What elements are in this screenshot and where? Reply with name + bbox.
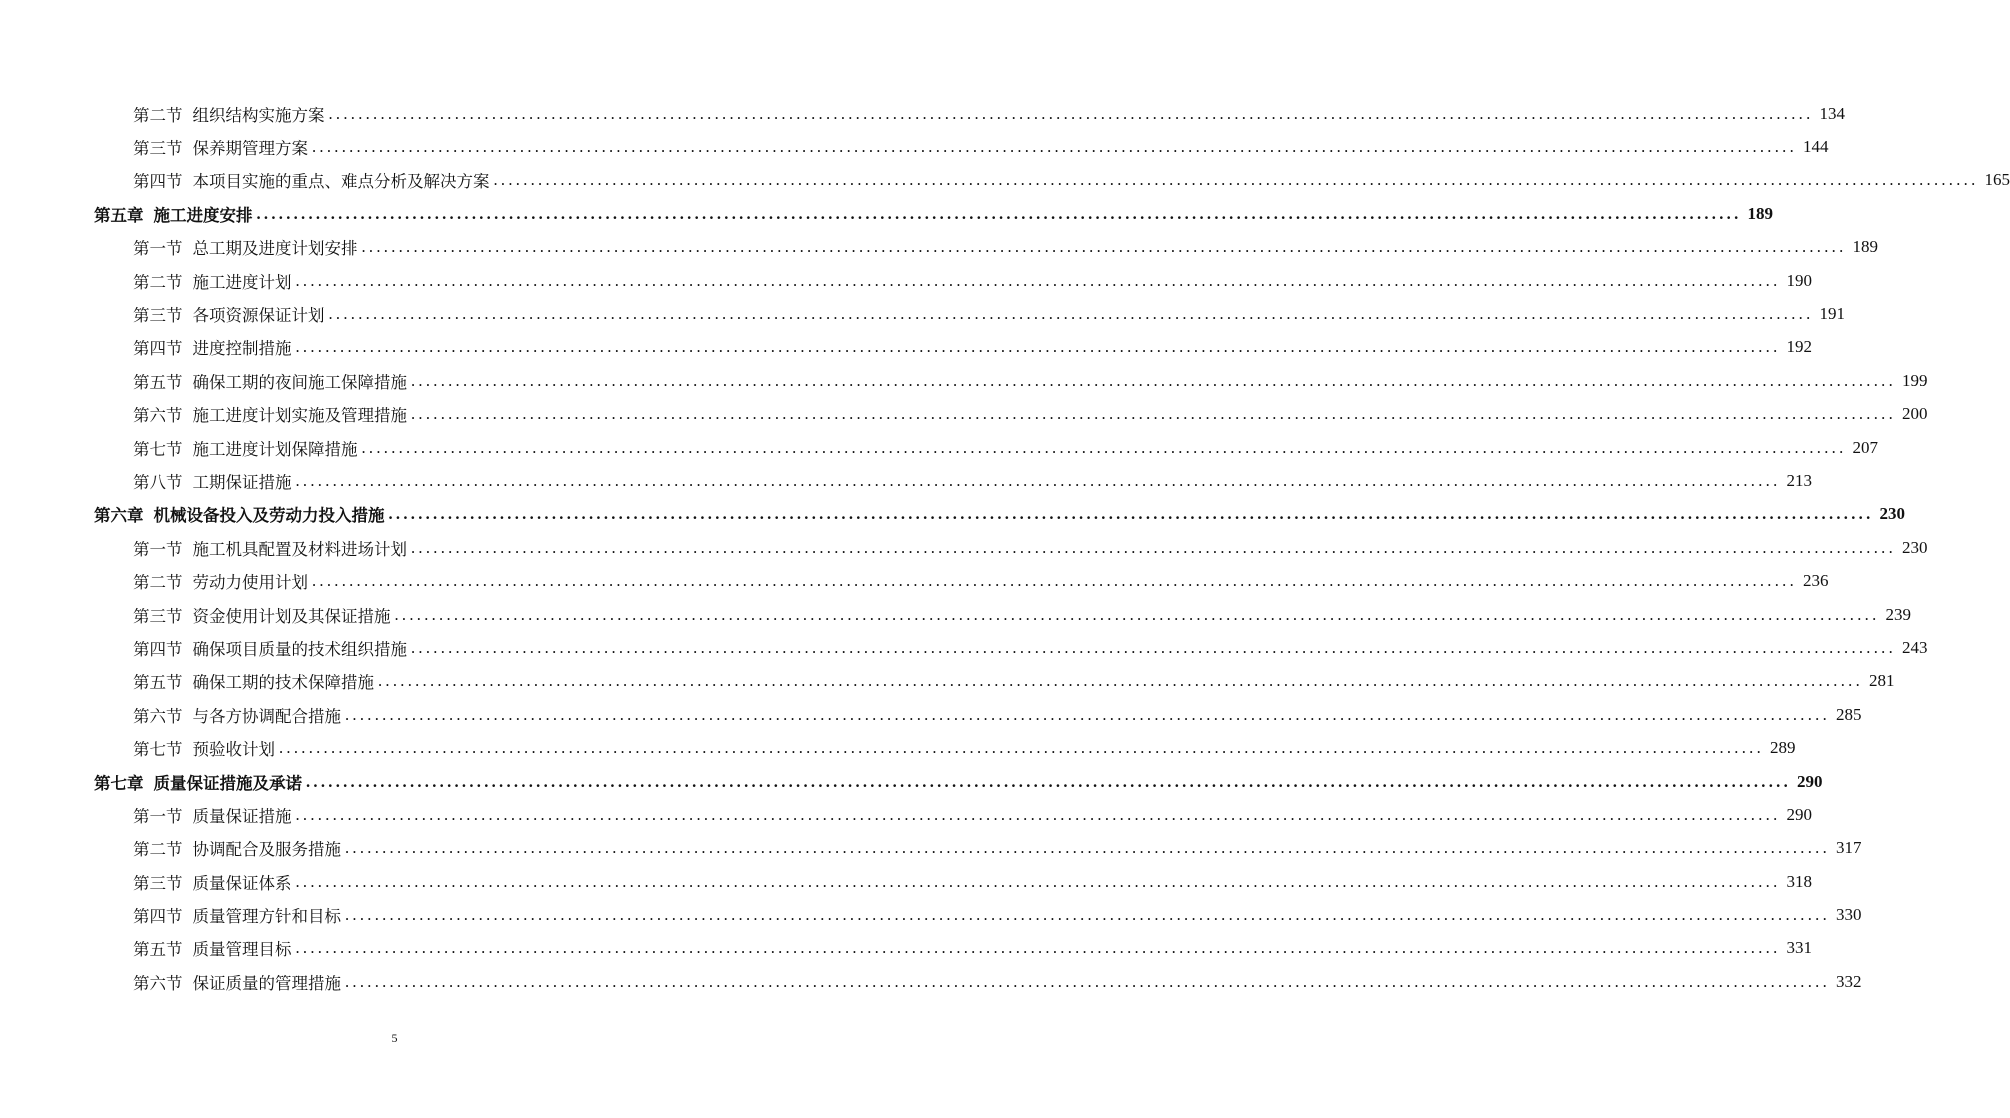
toc-leader-dots: ........................................................................................................................................................................................................ — [295, 938, 1781, 958]
toc-entry-page: 281 — [1869, 671, 1895, 691]
toc-entry-number: 第三节 — [133, 306, 183, 326]
toc-section-entry — [0, 798, 1812, 831]
toc-leader-dots: ........................................................................................................................................................................................................ — [345, 971, 1830, 991]
toc-entry-page: 207 — [1852, 437, 1878, 457]
toc-entry-title: 工期保证措施 — [192, 472, 292, 492]
toc-leader-dots: ........................................................................................................................................................................................................ — [411, 370, 1896, 390]
toc-entry-page: 239 — [1885, 604, 1911, 624]
toc-section-entry — [0, 331, 1812, 364]
toc-entry-number: 第五章 — [94, 205, 144, 225]
toc-leader-dots: ........................................................................................................................................................................................................ — [345, 905, 1830, 925]
toc-leader-dots: ........................................................................................................................................................................................................ — [411, 537, 1896, 557]
toc-entry-page: 331 — [1786, 938, 1812, 958]
toc-entry-title: 保养期管理方案 — [192, 139, 308, 159]
toc-entry-page: 289 — [1770, 738, 1796, 758]
toc-entry-page: 236 — [1803, 571, 1829, 591]
toc-section-entry — [0, 130, 1829, 163]
toc-leader-dots: ........................................................................................................................................................................................................ — [295, 270, 1781, 290]
toc-entry-title: 确保工期的技术保障措施 — [192, 673, 374, 693]
toc-entry-number: 第二节 — [133, 105, 183, 125]
toc-section-entry — [0, 231, 1878, 264]
toc-entry-number: 第四节 — [133, 172, 183, 192]
toc-entry-number: 第一节 — [133, 539, 183, 559]
toc-entry-title: 各项资源保证计划 — [192, 306, 325, 326]
toc-chapter-entry — [0, 498, 1905, 531]
toc-entry-page: 230 — [1879, 504, 1905, 524]
toc-section-entry — [0, 665, 1895, 698]
toc-entry-page: 317 — [1836, 838, 1862, 858]
toc-entry-number: 第三节 — [133, 139, 183, 159]
toc-entry-number: 第二节 — [133, 272, 183, 292]
toc-section-entry — [0, 431, 1878, 464]
toc-entry-title: 本项目实施的重点、难点分析及解决方案 — [192, 172, 490, 192]
toc-leader-dots: ........................................................................................................................................................................................................ — [295, 871, 1781, 891]
toc-entry-title: 劳动力使用计划 — [192, 573, 308, 593]
toc-leader-dots: ........................................................................................................................................................................................................ — [279, 738, 1764, 758]
toc-entry-number: 第四节 — [133, 907, 183, 927]
toc-entry-page: 330 — [1836, 905, 1862, 925]
toc-leader-dots: ........................................................................................................................................................................................................ — [361, 237, 1847, 257]
toc-entry-page: 192 — [1786, 337, 1812, 357]
page-number: 5 — [391, 1031, 398, 1045]
toc-section-entry — [0, 731, 1796, 764]
toc-chapter-entry — [0, 197, 1773, 230]
toc-leader-dots: ........................................................................................................................................................................................................ — [411, 637, 1896, 657]
toc-leader-dots: ........................................................................................................................................................................................................ — [312, 571, 1797, 591]
toc-entry-number: 第五节 — [133, 673, 183, 693]
toc-entry-number: 第四节 — [133, 639, 183, 659]
toc-entry-title: 质量保证措施 — [192, 806, 292, 826]
toc-entry-number: 第二节 — [133, 840, 183, 860]
toc-entry-page: 190 — [1786, 270, 1812, 290]
toc-section-entry — [0, 398, 1928, 431]
toc-entry-number: 第六章 — [94, 506, 144, 526]
toc-section-entry — [0, 464, 1812, 497]
toc-entry-number: 第一节 — [133, 806, 183, 826]
toc-entry-number: 第一节 — [133, 239, 183, 259]
toc-entry-number: 第七节 — [133, 439, 183, 459]
toc-entry-number: 第八节 — [133, 472, 183, 492]
toc-entry-page: 290 — [1797, 771, 1823, 791]
toc-entry-title: 协调配合及服务措施 — [192, 840, 341, 860]
toc-section-entry — [0, 264, 1812, 297]
toc-leader-dots: ........................................................................................................................................................................................................ — [295, 470, 1781, 490]
toc-leader-dots: ........................................................................................................................................................................................................ — [378, 671, 1863, 691]
toc-entry-page: 134 — [1819, 103, 1845, 123]
toc-entry-title: 施工进度安排 — [153, 205, 253, 225]
toc-leader-dots: ........................................................................................................................................................................................................ — [295, 804, 1781, 824]
toc-entry-page: 189 — [1852, 237, 1878, 257]
toc-leader-dots: ........................................................................................................................................................................................................ — [295, 337, 1781, 357]
toc-entry-number: 第七章 — [94, 773, 144, 793]
toc-entry-title: 质量保证措施及承诺 — [153, 773, 302, 793]
toc-entry-page: 285 — [1836, 704, 1862, 724]
toc-section-entry — [0, 698, 1862, 731]
toc-entry-title: 确保项目质量的技术组织措施 — [192, 639, 407, 659]
toc-entry-number: 第三节 — [133, 873, 183, 893]
toc-entry-page: 199 — [1902, 370, 1928, 390]
toc-entry-title: 进度控制措施 — [192, 339, 292, 359]
toc-entry-title: 组织结构实施方案 — [192, 105, 325, 125]
toc-entry-page: 189 — [1747, 203, 1773, 223]
toc-entry-number: 第七节 — [133, 740, 183, 760]
toc-entry-title: 资金使用计划及其保证措施 — [192, 606, 391, 626]
toc-entry-number: 第三节 — [133, 606, 183, 626]
toc-entry-number: 第六节 — [133, 706, 183, 726]
toc-leader-dots: ........................................................................................................................................................................................................ — [328, 103, 1814, 123]
toc-entry-title: 质量保证体系 — [192, 873, 292, 893]
toc-entry-page: 290 — [1786, 804, 1812, 824]
toc-entry-title: 施工进度计划实施及管理措施 — [192, 406, 407, 426]
toc-entry-title: 施工进度计划 — [192, 272, 292, 292]
toc-leader-dots: ........................................................................................................................................................................................................ — [306, 771, 1791, 791]
toc-section-entry — [0, 932, 1812, 965]
toc-leader-dots: ........................................................................................................................................................................................................ — [345, 704, 1830, 724]
toc-chapter-entry — [0, 765, 1823, 798]
toc-entry-title: 施工进度计划保障措施 — [192, 439, 358, 459]
toc-section-entry — [0, 631, 1928, 664]
toc-section-entry — [0, 164, 2010, 197]
toc-entry-page: 243 — [1902, 637, 1928, 657]
toc-section-entry — [0, 564, 1829, 597]
toc-section-entry — [0, 898, 1862, 931]
toc-entry-page: 191 — [1819, 304, 1845, 324]
toc-section-entry — [0, 598, 1911, 631]
toc-entry-title: 质量管理目标 — [192, 940, 292, 960]
toc-leader-dots: ........................................................................................................................................................................................................ — [345, 838, 1830, 858]
toc-entry-number: 第二节 — [133, 573, 183, 593]
toc-entry-title: 保证质量的管理措施 — [192, 973, 341, 993]
table-of-contents — [0, 97, 2010, 999]
toc-entry-number: 第五节 — [133, 940, 183, 960]
toc-leader-dots: ........................................................................................................................................................................................................ — [493, 170, 1979, 190]
toc-entry-title: 预验收计划 — [192, 740, 275, 760]
toc-section-entry — [0, 865, 1812, 898]
toc-leader-dots: ........................................................................................................................................................................................................ — [394, 604, 1880, 624]
toc-entry-page: 200 — [1902, 404, 1928, 424]
toc-entry-page: 318 — [1786, 871, 1812, 891]
toc-section-entry — [0, 97, 1845, 130]
toc-entry-title: 质量管理方针和目标 — [192, 907, 341, 927]
toc-leader-dots: ........................................................................................................................................................................................................ — [328, 304, 1814, 324]
toc-section-entry — [0, 832, 1862, 865]
toc-entry-page: 230 — [1902, 537, 1928, 557]
toc-entry-title: 总工期及进度计划安排 — [192, 239, 358, 259]
toc-entry-number: 第四节 — [133, 339, 183, 359]
toc-section-entry — [0, 364, 1928, 397]
toc-entry-page: 332 — [1836, 971, 1862, 991]
toc-entry-page: 144 — [1803, 137, 1829, 157]
toc-section-entry — [0, 297, 1845, 330]
toc-leader-dots: ........................................................................................................................................................................................................ — [361, 437, 1847, 457]
toc-entry-number: 第五节 — [133, 372, 183, 392]
toc-entry-title: 与各方协调配合措施 — [192, 706, 341, 726]
toc-entry-title: 施工机具配置及材料进场计划 — [192, 539, 407, 559]
toc-leader-dots: ........................................................................................................................................................................................................ — [411, 404, 1896, 424]
toc-entry-number: 第六节 — [133, 406, 183, 426]
toc-entry-title: 机械设备投入及劳动力投入措施 — [153, 506, 385, 526]
toc-entry-number: 第六节 — [133, 973, 183, 993]
toc-leader-dots: ........................................................................................................................................................................................................ — [256, 203, 1742, 223]
toc-leader-dots: ........................................................................................................................................................................................................ — [388, 504, 1874, 524]
toc-entry-page: 213 — [1786, 470, 1812, 490]
toc-section-entry — [0, 531, 1928, 564]
toc-leader-dots: ........................................................................................................................................................................................................ — [312, 137, 1797, 157]
toc-entry-title: 确保工期的夜间施工保障措施 — [192, 372, 407, 392]
toc-entry-page: 165 — [1984, 170, 2010, 190]
toc-section-entry — [0, 965, 1862, 998]
